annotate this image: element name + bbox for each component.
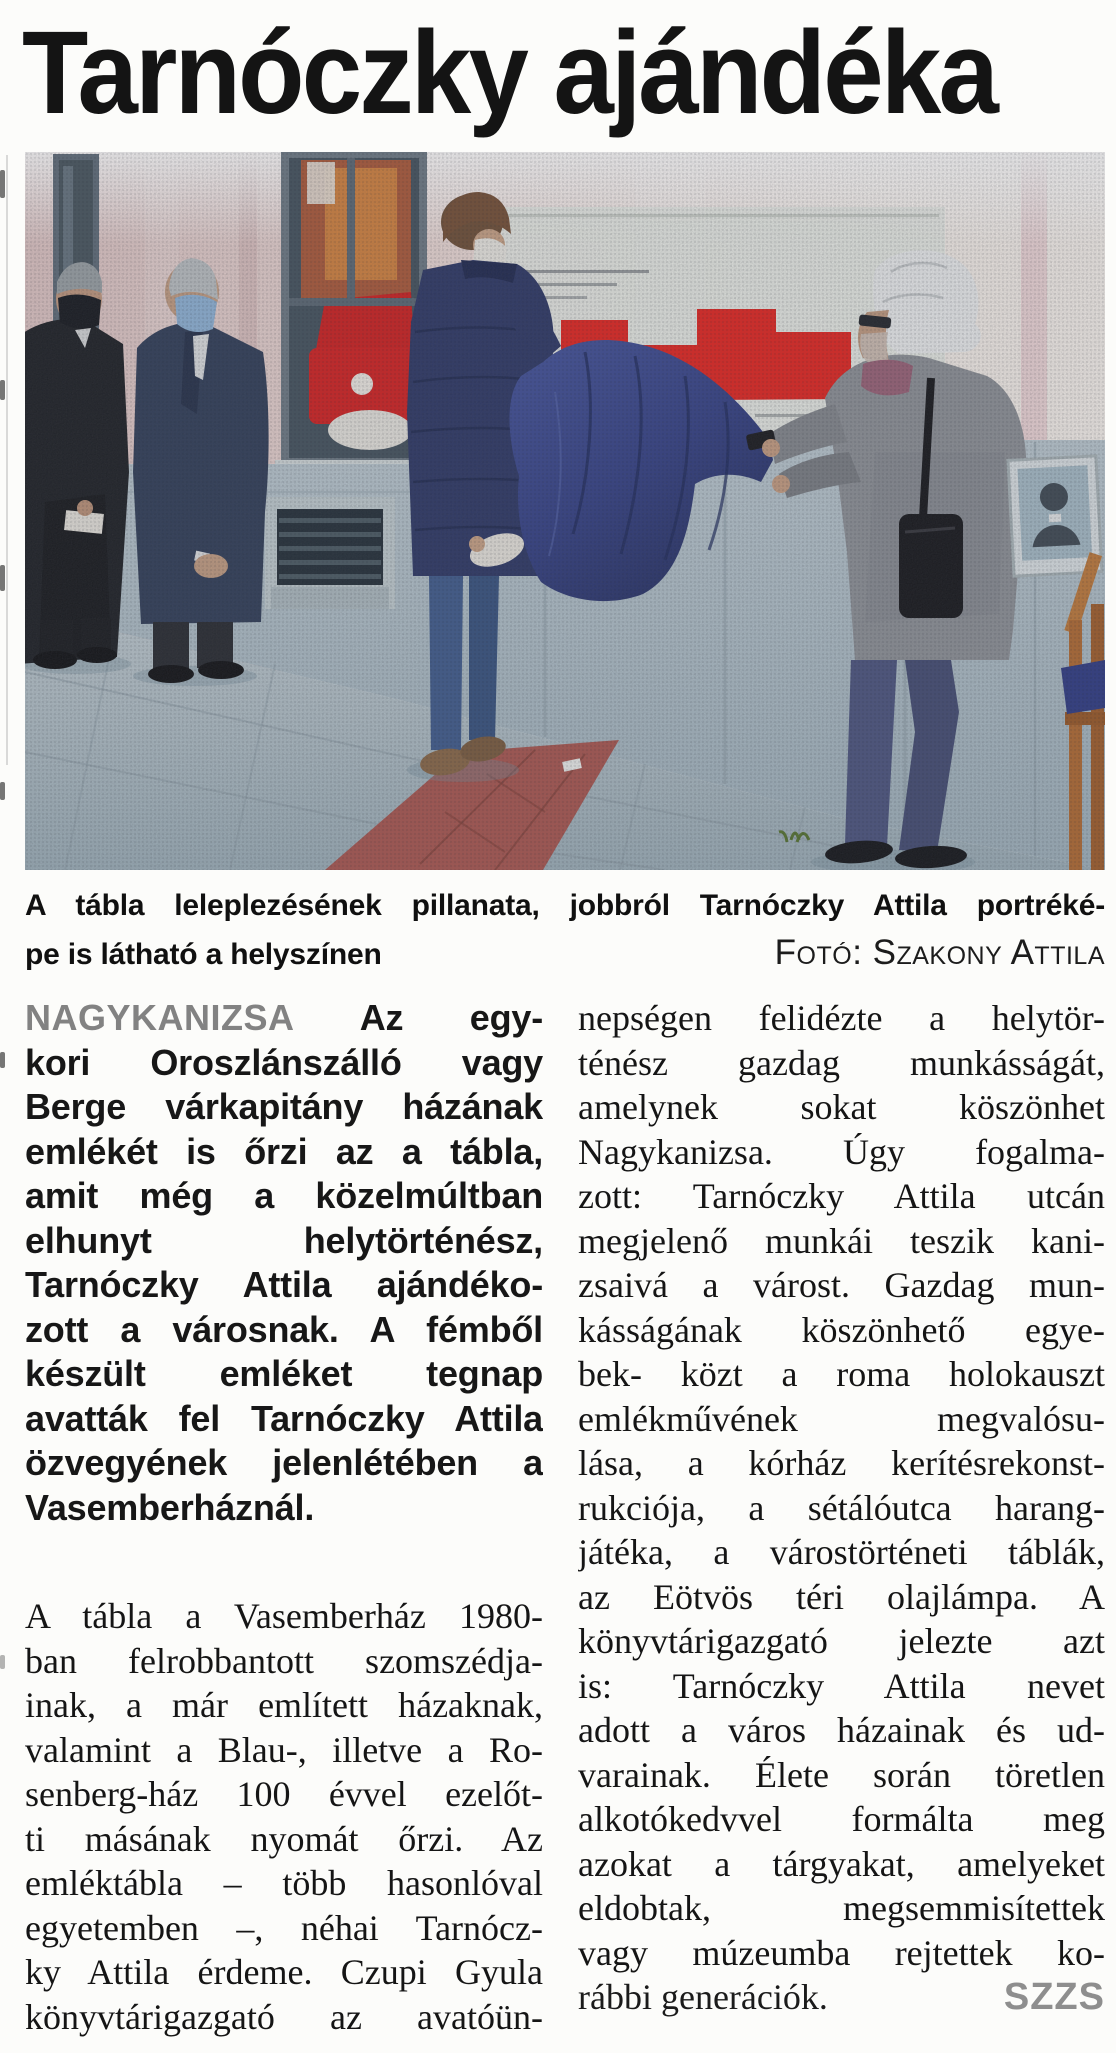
text-line: rukciója, a sétálóutca harang- — [578, 1487, 1105, 1528]
text-line: is: Tarnóczky Attila nevet — [578, 1665, 1105, 1706]
caption-line-1: A tábla leleplezésének pillanata, jobbról Tarnóczky Attila portréké- — [25, 889, 1105, 922]
text-line: ban felrobbantott szomszédja- — [25, 1640, 543, 1681]
text-line: emlékét is őrzi az a tábla, — [25, 1130, 543, 1172]
photo-caption — [25, 882, 1105, 978]
caption-line-2: pe is látható a helyszínen — [25, 938, 382, 971]
text-line: Vasemberháznál. — [25, 1486, 315, 1528]
headline: Tarnóczky ajándéka — [22, 7, 997, 139]
text-line: amit még a közelmúltban — [25, 1175, 543, 1216]
scan-mark — [0, 170, 5, 198]
text-line: nepségen felidézte a helytör- — [578, 998, 1105, 1038]
text-line: A tábla a Vasemberház 1980- — [25, 1596, 543, 1636]
author-signature: SZZS — [1003, 1976, 1105, 2018]
text-line: eldobtak, megsemmisítettek — [578, 1888, 1105, 1928]
text-line: vagy múzeumba rejtettek ko- — [578, 1932, 1105, 1973]
text-line: azokat a tárgyakat, amelyeket — [578, 1843, 1105, 1884]
last-line: rábbi generációk. — [578, 1977, 828, 2017]
location-kicker: NAGYKANIZSA — [25, 997, 295, 1038]
paragraph-right — [578, 996, 1105, 1975]
text-line: alkotókedvvel formálta meg — [578, 1799, 1105, 1839]
text-line: senberg-ház 100 évvel ezelőt- — [25, 1774, 543, 1814]
text-line: adott a város házainak és ud- — [578, 1710, 1105, 1750]
lead-lines — [25, 1041, 543, 1531]
column-right — [578, 996, 1105, 2046]
photo-illustration — [25, 152, 1105, 870]
text-line: varainak. Élete során töretlen — [578, 1754, 1105, 1795]
text-line: inak, a már említett házaknak, — [25, 1685, 543, 1725]
article-body — [25, 996, 1105, 2046]
text-line: könyvtárigazgató az avatóün- — [25, 1996, 543, 2037]
scan-mark — [0, 1052, 5, 1068]
text-line: amelynek sokat köszönhet — [578, 1087, 1105, 1127]
scan-mark — [0, 1655, 5, 1669]
text-line: emléktábla – több hasonlóval — [25, 1863, 543, 1903]
text-line: Berge várkapitány házának — [25, 1086, 543, 1127]
text-line: valamint a Blau-, illetve a Ro- — [25, 1729, 543, 1770]
text-line: avatták fel Tarnóczky Attila — [25, 1397, 543, 1439]
photo-grain — [25, 152, 1105, 870]
lead-first-rest: Az egy- — [359, 997, 543, 1038]
text-line: özvegyének jelenlétében a — [25, 1442, 543, 1483]
text-line: ky Attila érdeme. Czupi Gyula — [25, 1952, 543, 1992]
text-line: bek- közt a roma holokauszt — [578, 1354, 1105, 1394]
text-line: Nagykanizsa. Úgy fogalma- — [578, 1131, 1105, 1172]
text-line: Tarnóczky Attila ajándéko- — [25, 1264, 543, 1305]
text-line: kori Oroszlánszálló vagy — [25, 1041, 543, 1083]
text-line: megjelenő munkái teszik kani- — [578, 1220, 1105, 1261]
text-line: az Eötvös téri olajlámpa. A — [578, 1576, 1105, 1617]
text-line: könyvtárigazgató jelezte azt — [578, 1621, 1105, 1661]
scan-mark — [0, 380, 5, 400]
lead-first-line — [25, 996, 543, 1041]
photo-credit: Fotó: Szakony Attila — [774, 933, 1105, 972]
text-line: egyetemben –, néhai Tarnócz- — [25, 1907, 543, 1948]
text-line: zott: Tarnóczky Attila utcán — [578, 1176, 1105, 1216]
text-line: ti másának nyomát őrzi. Az — [25, 1818, 543, 1859]
text-line: kásságának köszönhető egye- — [578, 1309, 1105, 1350]
text-line: ténész gazdag munkásságát, — [578, 1042, 1105, 1083]
text-line: zott a városnak. A fémből — [25, 1308, 543, 1350]
text-line: elhunyt helytörténész, — [25, 1219, 543, 1261]
column-left — [25, 996, 543, 2046]
text-line: játéka, a várostörténeti táblák, — [578, 1532, 1105, 1572]
scan-mark — [0, 565, 5, 591]
text-line: készült emléket tegnap — [25, 1353, 543, 1394]
article-photo — [25, 152, 1105, 870]
paragraph-left — [25, 1594, 543, 2039]
scan-mark — [0, 782, 5, 800]
text-line: emlékművének megvalósu- — [578, 1398, 1105, 1439]
text-line: lása, a kórház kerítésrekonst- — [578, 1443, 1105, 1483]
lead-paragraph — [25, 996, 543, 1530]
scan-edge-line — [6, 155, 8, 765]
text-line: zsaivá a várost. Gazdag mun- — [578, 1265, 1105, 1305]
